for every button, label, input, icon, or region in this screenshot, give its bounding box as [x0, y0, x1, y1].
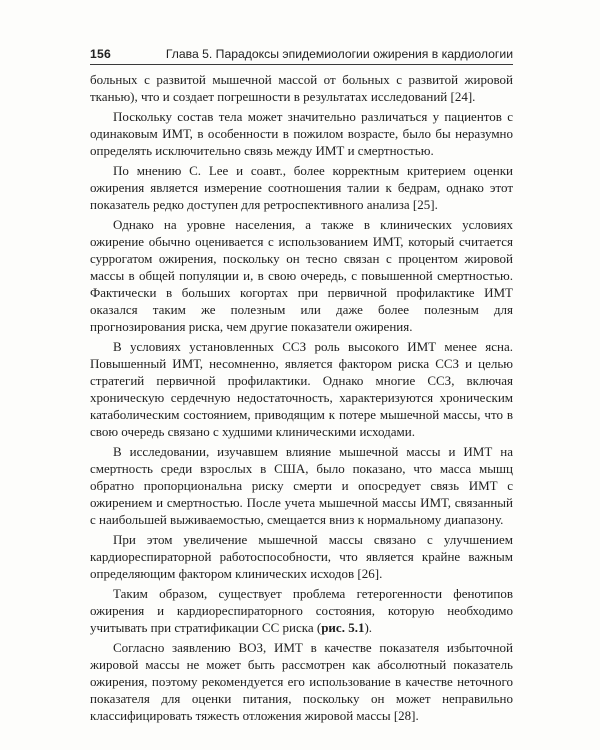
paragraph: В условиях установленных ССЗ роль высокого ИМТ менее ясна. Повышенный ИМТ, несомненно, является фактором риска ССЗ и целью стратегий первичной профилактики. Однако многие ССЗ, включая хроническую сердечную недостаточность, характеризуются хроническим катаболическим состоянием, приводящим к потере мышечной массы, что в свою очередь связано с худшими клиническими исходами.	[90, 339, 513, 439]
paragraph: По мнению C. Lee и соавт., более корректным критерием оценки ожирения является измерение соотношения талии к бедрам, однако этот показатель редко доступен для ретроспективного анализа [25].	[90, 163, 513, 212]
paragraph: Согласно заявлению ВОЗ, ИМТ в качестве показателя избыточной жировой массы не может быть рассмотрен как абсолютный показатель ожирения, поэтому рекомендуется его использование в качестве неточного показателя для оценки питания, поскольку он может неправильно классифицировать тяжесть отложения жировой массы [28].	[90, 640, 513, 723]
paragraph: В исследовании, изучавшем влияние мышечной массы и ИМТ на смертность среди взрослых в США, было показано, что масса мышц обратно пропорциональна риску смерти и опосредует связь ИМТ с ожирением и смертностью. После учета мышечной массы ИМТ, связанный с наибольшей выживаемостью, смещается вниз к нормальному диапазону.	[90, 444, 513, 527]
body-text	[90, 71, 513, 727]
paragraph-text: Таким образом, существует проблема гетерогенности фенотипов ожирения и кардиореспираторного состояния, которую необходимо учитывать при стратификации СС риска (	[90, 586, 513, 635]
paragraph: Однако на уровне населения, а также в клинических условиях ожирение обычно оценивается с использованием ИМТ, который считается суррогатом ожирения, поскольку он тесно связан с процентом жировой массы в общей популяции и, в свою очередь, с повышенной смертностью. Фактически в больших когортах при первичной профилактике ИМТ оказался таким же полезным или даже более полезным для прогнозирования риска, чем другие показатели ожирения.	[90, 217, 513, 334]
running-header	[90, 44, 513, 65]
paragraph	[90, 585, 513, 636]
chapter-title: Глава 5. Парадоксы эпидемиологии ожирения в кардиологии	[165, 47, 513, 61]
paragraph: При этом увеличение мышечной массы связано с улучшением кардиореспираторной работоспособности, что является крайне важным определяющим фактором клинических исходов [26].	[90, 532, 513, 581]
paragraph: Поскольку состав тела может значительно различаться у пациентов с одинаковым ИМТ, в особенности в пожилом возрасте, было бы неразумно определять исключительно связь между ИМТ и смертностью.	[90, 109, 513, 158]
paragraph-continuation: больных с развитой мышечной массой от больных с развитой жировой тканью), что и создает погрешности в результатах исследований [24].	[90, 72, 513, 104]
page-number: 156	[90, 47, 111, 61]
figure-reference: рис. 5.1	[321, 620, 365, 635]
paragraph-text-end: ).	[364, 620, 373, 635]
